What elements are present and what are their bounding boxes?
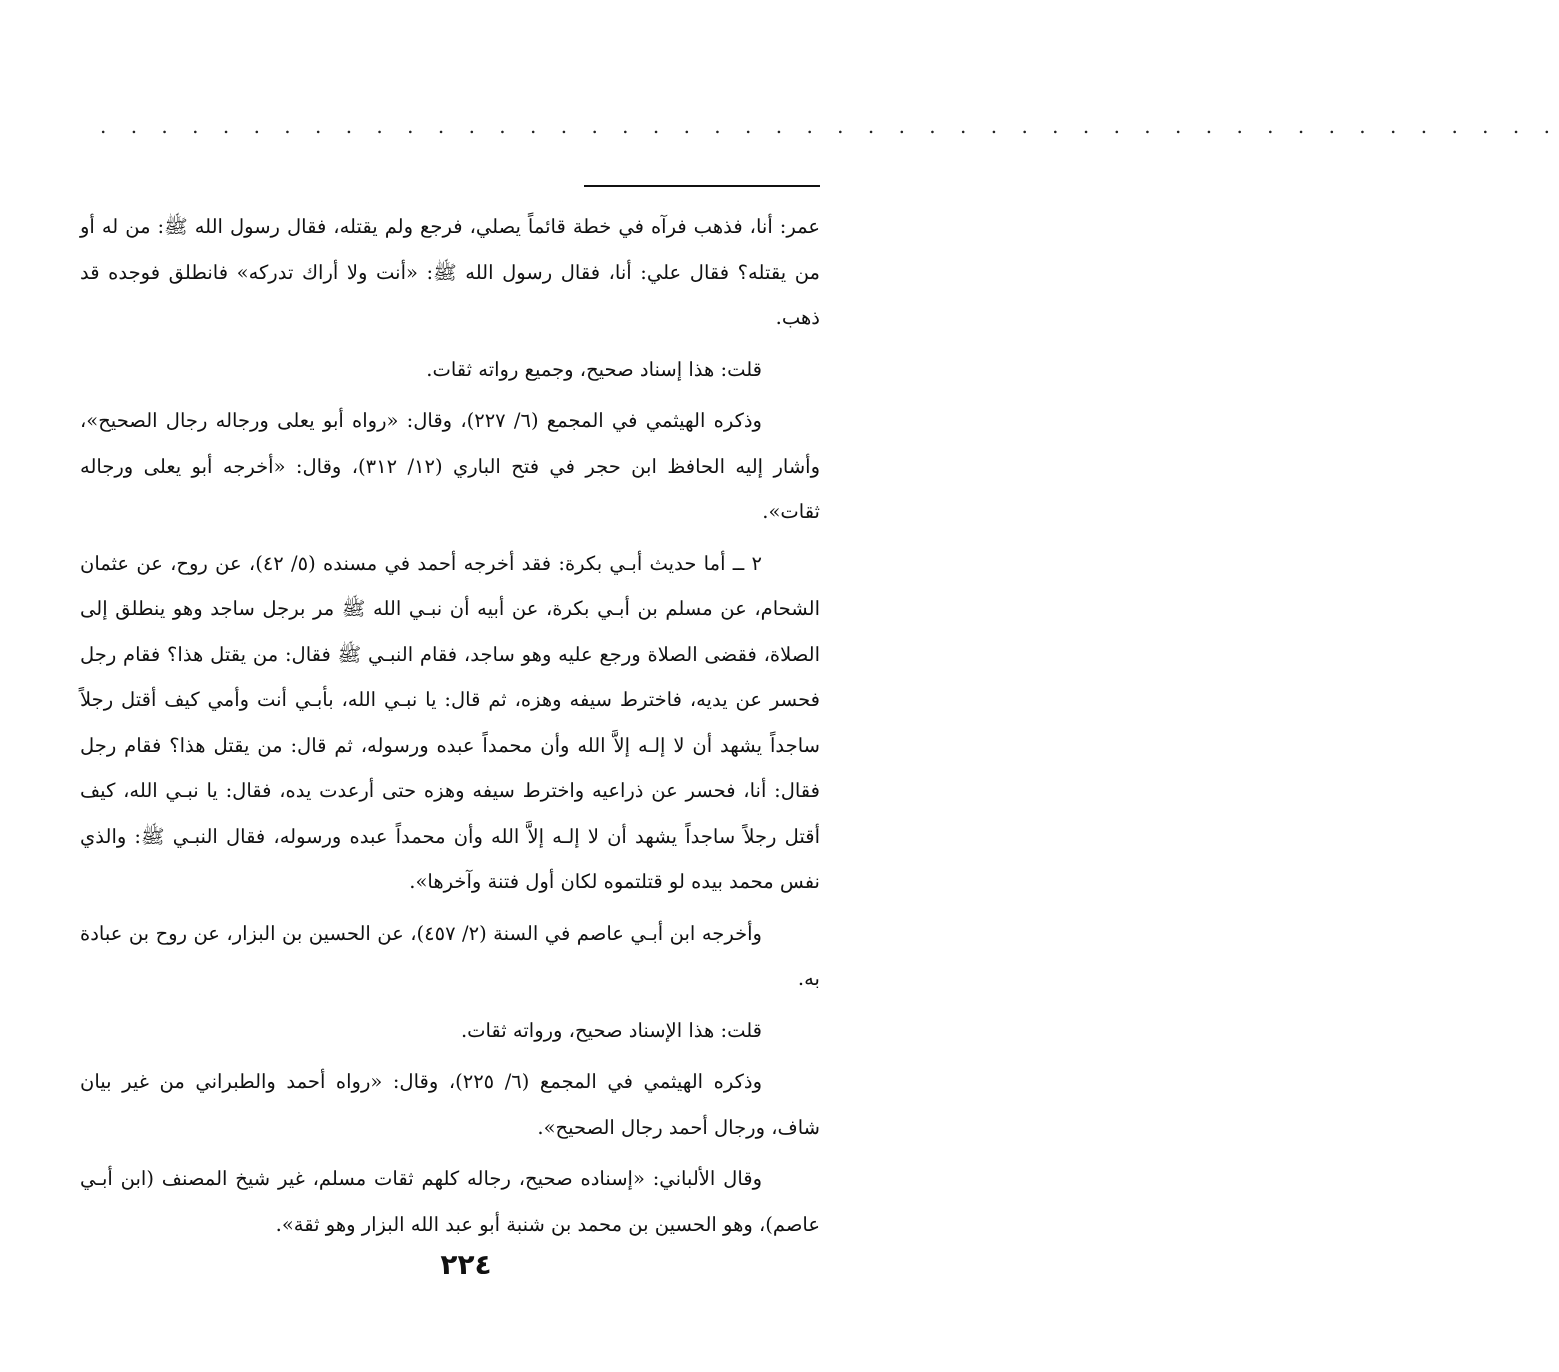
body-text: [80, 204, 820, 1253]
footnote-rule: [584, 185, 820, 187]
dotted-separator: . . . . . . . . . . . . . . . . . . . . . . . . . . . . . . . . . . . . . . . . . . . . . . . .: [100, 114, 1559, 138]
paragraph-continuation: عمر: أنا، فذهب فرآه في خطة قائماً يصلي، فرجع ولم يقتله، فقال رسول الله ﷺ: من له أو من يقتله؟ فقال علي: أنا، فقال رسول الله ﷺ: «أنت ولا أراك تدركه» فانطلق فوجده قد ذهب.: [80, 215, 820, 329]
paragraph-abu-bakra-hadith: ٢ ــ أما حديث أبـي بكرة: فقد أخرجه أحمد في مسنده (٥/ ٤٢)، عن روح، عن عثمان الشحام، عن مسلم بن أبـي بكرة، عن أبيه أن نبـي الله ﷺ مر برجل ساجد وهو ينطلق إلى الصلاة، فقضى الصلاة ورجع عليه وهو ساجد، فقام النبـي ﷺ فقال: من يقتل هذا؟ فقام رجل فحسر عن يديه، فاخترط سيفه وهزه، ثم قال: يا نبـي الله، بأبـي أنت وأمي كيف أقتل رجلاً ساجداً يشهد أن لا إلـه إلاَّ الله وأن محمداً عبده ورسوله، ثم قال: من يقتل هذا؟ فقام رجل فقال: أنا، فحسر عن ذراعيه واخترط سيفه وهزه حتى أرعدت يده، فقال: يا نبـي الله، كيف أقتل رجلاً ساجداً يشهد أن لا إلـه إلاَّ الله وأن محمداً عبده ورسوله، فقال النبـي ﷺ: والذي نفس محمد بيده لو قتلتموه لكان أول فتنة وآخرها».: [80, 551, 820, 893]
paragraph-verdict-2: قلت: هذا الإسناد صحيح، ورواته ثقات.: [460, 1018, 762, 1042]
paragraph-ibn-abi-asim: وأخرجه ابن أبـي عاصم في السنة (٢/ ٤٥٧)، عن الحسين بن البزار، عن روح بن عبادة به.: [80, 921, 820, 990]
page-number: ٢٢٤: [440, 1248, 492, 1281]
paragraph-verdict-1: قلت: هذا إسناد صحيح، وجميع رواته ثقات.: [426, 357, 762, 381]
paragraph-albani: وقال الألباني: «إسناده صحيح، رجاله كلهم ثقات مسلم، غير شيخ المصنف (ابن أبـي عاصم)، وهو الحسين بن محمد بن شنبة أبو عبد الله البزار وهو ثقة».: [80, 1167, 820, 1236]
paragraph-haythami-1: وذكره الهيثمي في المجمع (٦/ ٢٢٧)، وقال: «رواه أبو يعلى ورجاله رجال الصحيح»، وأشار إليه الحافظ ابن حجر في فتح الباري (١٢/ ٣١٢)، وقال: «أخرجه أبو يعلى ورجاله ثقات».: [80, 409, 820, 523]
paragraph-haythami-2: وذكره الهيثمي في المجمع (٦/ ٢٢٥)، وقال: «رواه أحمد والطبراني من غير بيان شاف، ورجال أحمد رجال الصحيح».: [80, 1070, 820, 1139]
